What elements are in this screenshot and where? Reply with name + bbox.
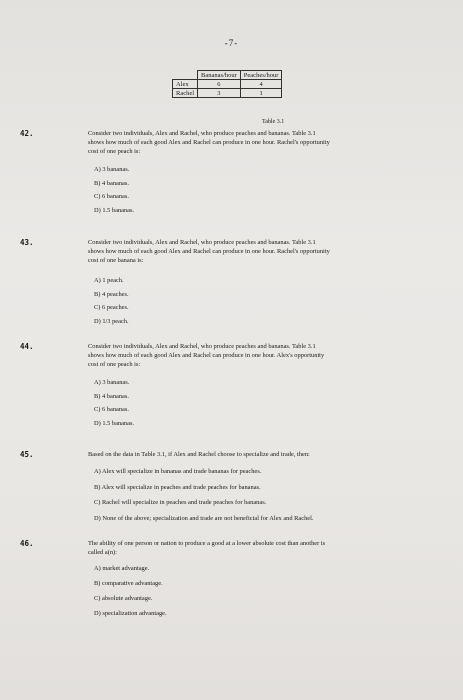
answer-option-d: D) 1/3 peach. xyxy=(94,317,129,325)
answer-option-a: A) 3 bananas. xyxy=(94,379,130,386)
table-header-peaches: Peaches/hour xyxy=(240,71,282,80)
table-cell-bananas: 6 xyxy=(198,80,241,89)
stem-line: Based on the data in Table 3.1, if Alex and Rachel choose to specialize and trade, then: xyxy=(88,451,310,458)
answer-option-c: C) Rachel will specialize in peaches and trade peaches for bananas. xyxy=(94,499,267,506)
answer-option-b: B) 4 peaches. xyxy=(94,290,129,298)
question-stem xyxy=(88,130,433,156)
answer-option-b: B) 4 bananas. xyxy=(94,392,129,400)
production-table xyxy=(172,70,282,98)
answer-option-c: C) absolute advantage. xyxy=(94,595,153,602)
answer-options xyxy=(94,274,129,328)
question-number: 43. xyxy=(20,238,34,247)
question-number: 42. xyxy=(20,129,34,138)
stem-line: Consider two individuals, Alex and Rachel, who produce peaches and bananas. Table 3.1 xyxy=(88,130,316,137)
answer-options xyxy=(94,561,167,621)
answer-option-b: B) 4 bananas. xyxy=(94,179,129,187)
answer-options xyxy=(94,163,134,217)
stem-line: shows how much of each good Alex and Rachel can produce in one hour. Alex's opportunity xyxy=(88,351,325,359)
answer-option-d: D) None of the above; specialization and trade are not beneficial for Alex and Rachel. xyxy=(94,514,314,522)
answer-option-d: D) 1.5 bananas. xyxy=(94,206,135,214)
question-number: 46. xyxy=(20,539,34,548)
answer-options xyxy=(94,464,314,526)
stem-line: The ability of one person or nation to produce a good at a lower absolute cost than another is xyxy=(88,540,326,547)
answer-option-b: B) comparative advantage. xyxy=(94,580,163,587)
stem-line: cost of one peach is: xyxy=(88,360,141,368)
answer-option-a: A) 3 bananas. xyxy=(94,166,130,173)
answer-option-d: D) specialization advantage. xyxy=(94,610,167,617)
answer-options xyxy=(94,376,134,430)
question-stem xyxy=(88,451,433,460)
question-number: 44. xyxy=(20,342,34,351)
answer-option-c: C) 6 peaches. xyxy=(94,304,129,311)
answer-option-c: C) 6 bananas. xyxy=(94,193,129,200)
table-caption: Table 3.1 xyxy=(262,119,285,125)
stem-line: called a(n): xyxy=(88,548,117,556)
table-header-row xyxy=(173,71,282,80)
answer-option-a: A) 1 peach. xyxy=(94,277,124,284)
stem-line: Consider two individuals, Alex and Rachel, who produce peaches and bananas. Table 3.1 xyxy=(88,343,316,350)
stem-line: Consider two individuals, Alex and Rachel, who produce peaches and bananas. Table 3.1 xyxy=(88,239,316,246)
table-row xyxy=(173,80,282,89)
table-cell-name: Alex xyxy=(173,80,198,89)
stem-line: cost of one peach is: xyxy=(88,147,141,155)
table-header-bananas: Bananas/hour xyxy=(198,71,241,80)
table-header-blank xyxy=(173,71,198,80)
question-stem xyxy=(88,239,433,265)
question-stem xyxy=(88,540,433,558)
table-cell-bananas: 3 xyxy=(198,89,241,98)
stem-line: shows how much of each good Alex and Rachel can produce in one hour. Rachel's opportunity xyxy=(88,247,330,255)
table-cell-peaches: 4 xyxy=(240,80,282,89)
stem-line: cost of one banana is: xyxy=(88,256,144,264)
page-number: -7- xyxy=(224,38,239,48)
answer-option-b: B) Alex will specialize in peaches and trade peaches for bananas. xyxy=(94,483,261,491)
stem-line: shows how much of each good Alex and Rachel can produce in one hour. Rachel's opportunity xyxy=(88,138,330,146)
answer-option-a: A) Alex will specialize in bananas and trade bananas for peaches. xyxy=(94,468,262,475)
table-cell-peaches: 1 xyxy=(240,89,282,98)
answer-option-d: D) 1.5 bananas. xyxy=(94,419,135,427)
question-number: 45. xyxy=(20,450,34,459)
answer-option-a: A) market advantage. xyxy=(94,565,150,572)
table-row xyxy=(173,89,282,98)
answer-option-c: C) 6 bananas. xyxy=(94,406,129,413)
question-stem xyxy=(88,343,433,369)
table-cell-name: Rachel xyxy=(173,89,198,98)
